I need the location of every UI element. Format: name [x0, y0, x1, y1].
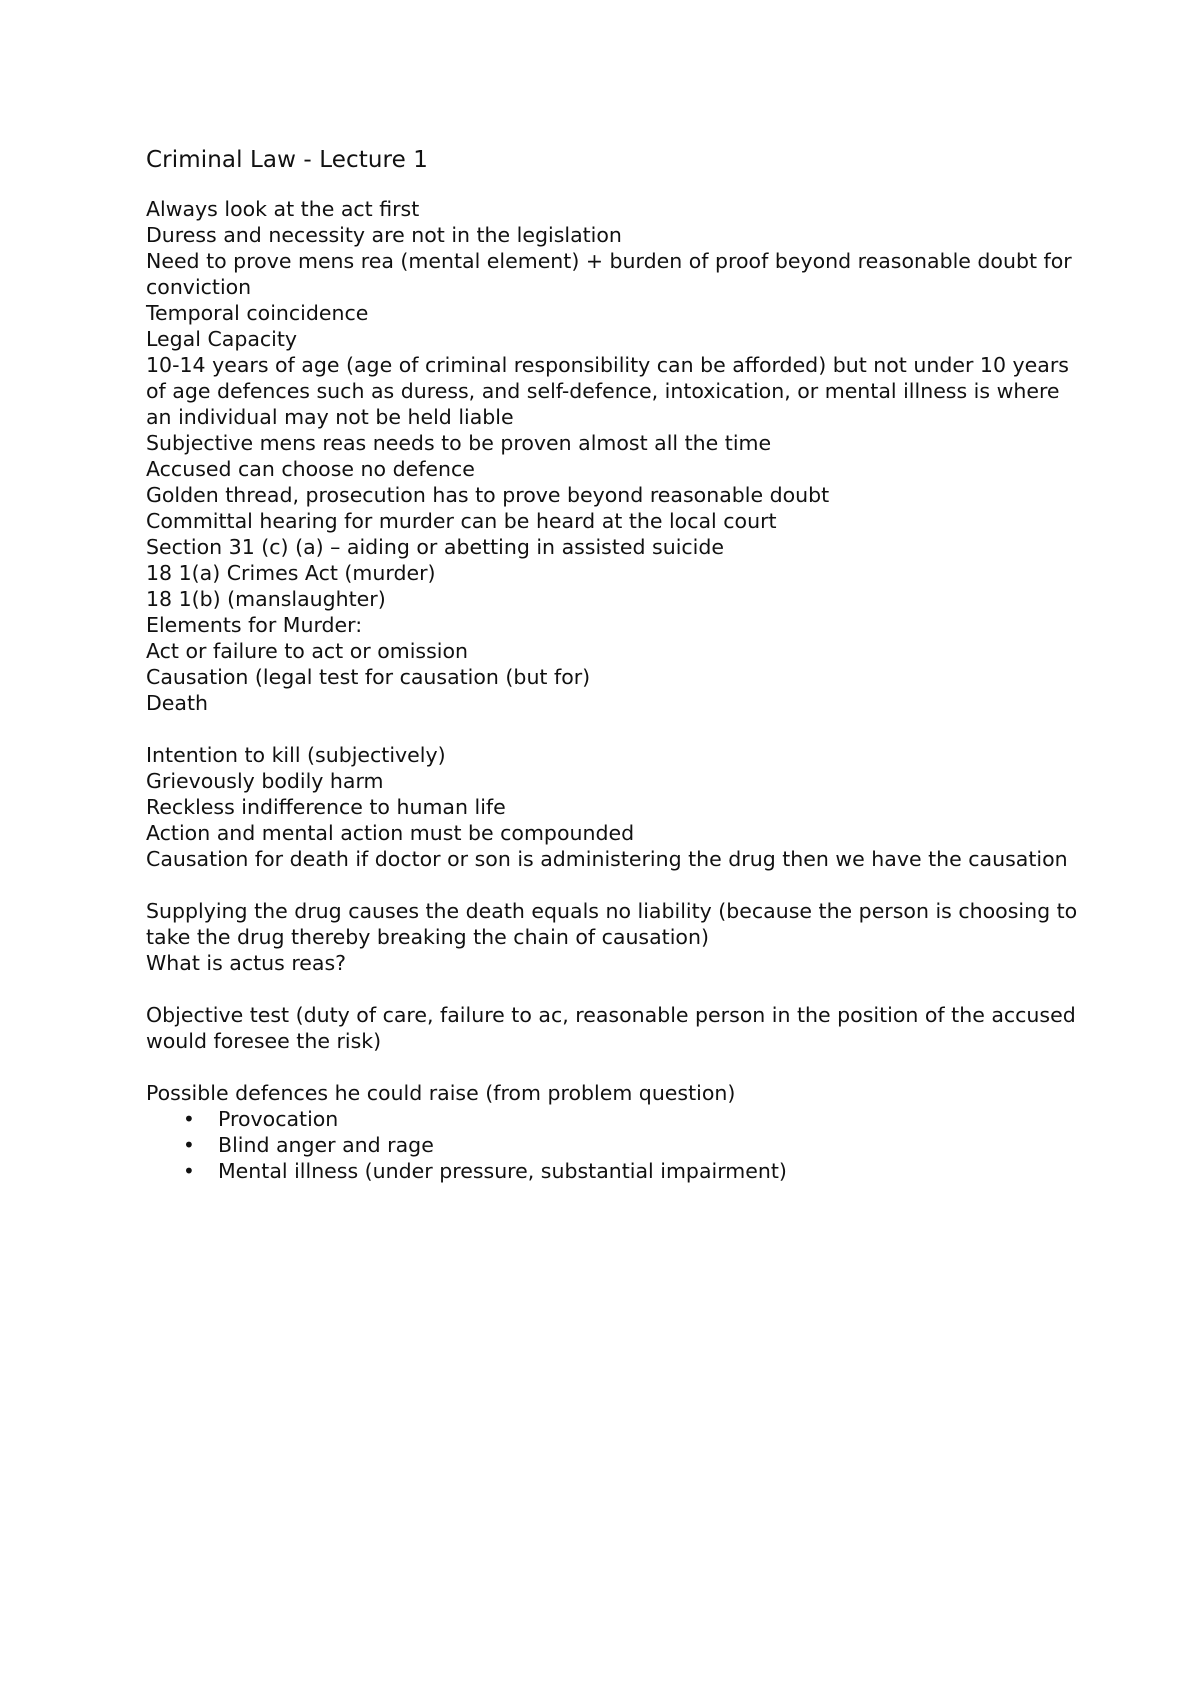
note-line: Accused can choose no defence: [146, 457, 475, 481]
note-line: Temporal coincidence: [146, 301, 369, 325]
note-line: Grievously bodily harm: [146, 769, 384, 793]
blank-line: [146, 1054, 1086, 1080]
note-line: Golden thread, prosecution has to prove beyond reasonable doubt: [146, 483, 830, 507]
notes-block-3: [146, 898, 1086, 976]
note-line: Death: [146, 691, 208, 715]
note-line: Always look at the act first: [146, 197, 420, 221]
note-line: 10-14 years of age (age of criminal responsibility can be afforded) but not under 10 years of age defences such as duress, and self-defence, intoxication, or mental illness is where an individual may not be held liable: [146, 353, 1069, 429]
list-item-text: Provocation: [218, 1107, 339, 1131]
list-item-text: Mental illness (under pressure, substantial impairment): [218, 1159, 787, 1183]
note-line: Elements for Murder:: [146, 613, 363, 637]
note-line: Need to prove mens rea (mental element) + burden of proof beyond reasonable doubt for conviction: [146, 249, 1072, 299]
note-line: Act or failure to act or omission: [146, 639, 469, 663]
note-line: Legal Capacity: [146, 327, 298, 351]
note-line: Reckless indifference to human life: [146, 795, 506, 819]
notes-block-5: [146, 1080, 1086, 1184]
notes-block-4: [146, 1002, 1086, 1054]
note-line: Subjective mens reas needs to be proven almost all the time: [146, 431, 772, 455]
note-line: Section 31 (c) (a) – aiding or abetting in assisted suicide: [146, 535, 725, 559]
list-item: [146, 1158, 1086, 1184]
note-line: 18 1(a) Crimes Act (murder): [146, 561, 436, 585]
note-line: Supplying the drug causes the death equals no liability (because the person is choosing to take the drug thereby breaking the chain of causation): [146, 899, 1078, 949]
note-line: Objective test (duty of care, failure to ac, reasonable person in the position of the accused would foresee the risk): [146, 1003, 1076, 1053]
note-line: What is actus reas?: [146, 951, 347, 975]
note-line: Causation for death if doctor or son is administering the drug then we have the causation: [146, 847, 1068, 871]
note-line: Causation (legal test for causation (but for): [146, 665, 591, 689]
blank-line: [146, 976, 1086, 1002]
notes-block-1: [146, 196, 1086, 716]
list-item: [146, 1106, 1086, 1132]
defences-list: [146, 1106, 1086, 1184]
list-item: [146, 1132, 1086, 1158]
blank-line: [146, 872, 1086, 898]
note-line: Committal hearing for murder can be heard at the local court: [146, 509, 777, 533]
note-line: Action and mental action must be compounded: [146, 821, 635, 845]
notes-block-2: [146, 742, 1086, 872]
document-content: [146, 146, 1086, 1184]
bullet-icon: •: [183, 1133, 195, 1157]
defences-intro: Possible defences he could raise (from problem question): [146, 1081, 736, 1105]
note-line: Duress and necessity are not in the legislation: [146, 223, 622, 247]
bullet-icon: •: [183, 1107, 195, 1131]
note-line: Intention to kill (subjectively): [146, 743, 446, 767]
list-item-text: Blind anger and rage: [218, 1133, 434, 1157]
blank-line: [146, 716, 1086, 742]
bullet-icon: •: [183, 1159, 195, 1183]
note-line: 18 1(b) (manslaughter): [146, 587, 386, 611]
document-title: Criminal Law - Lecture 1: [146, 147, 428, 173]
